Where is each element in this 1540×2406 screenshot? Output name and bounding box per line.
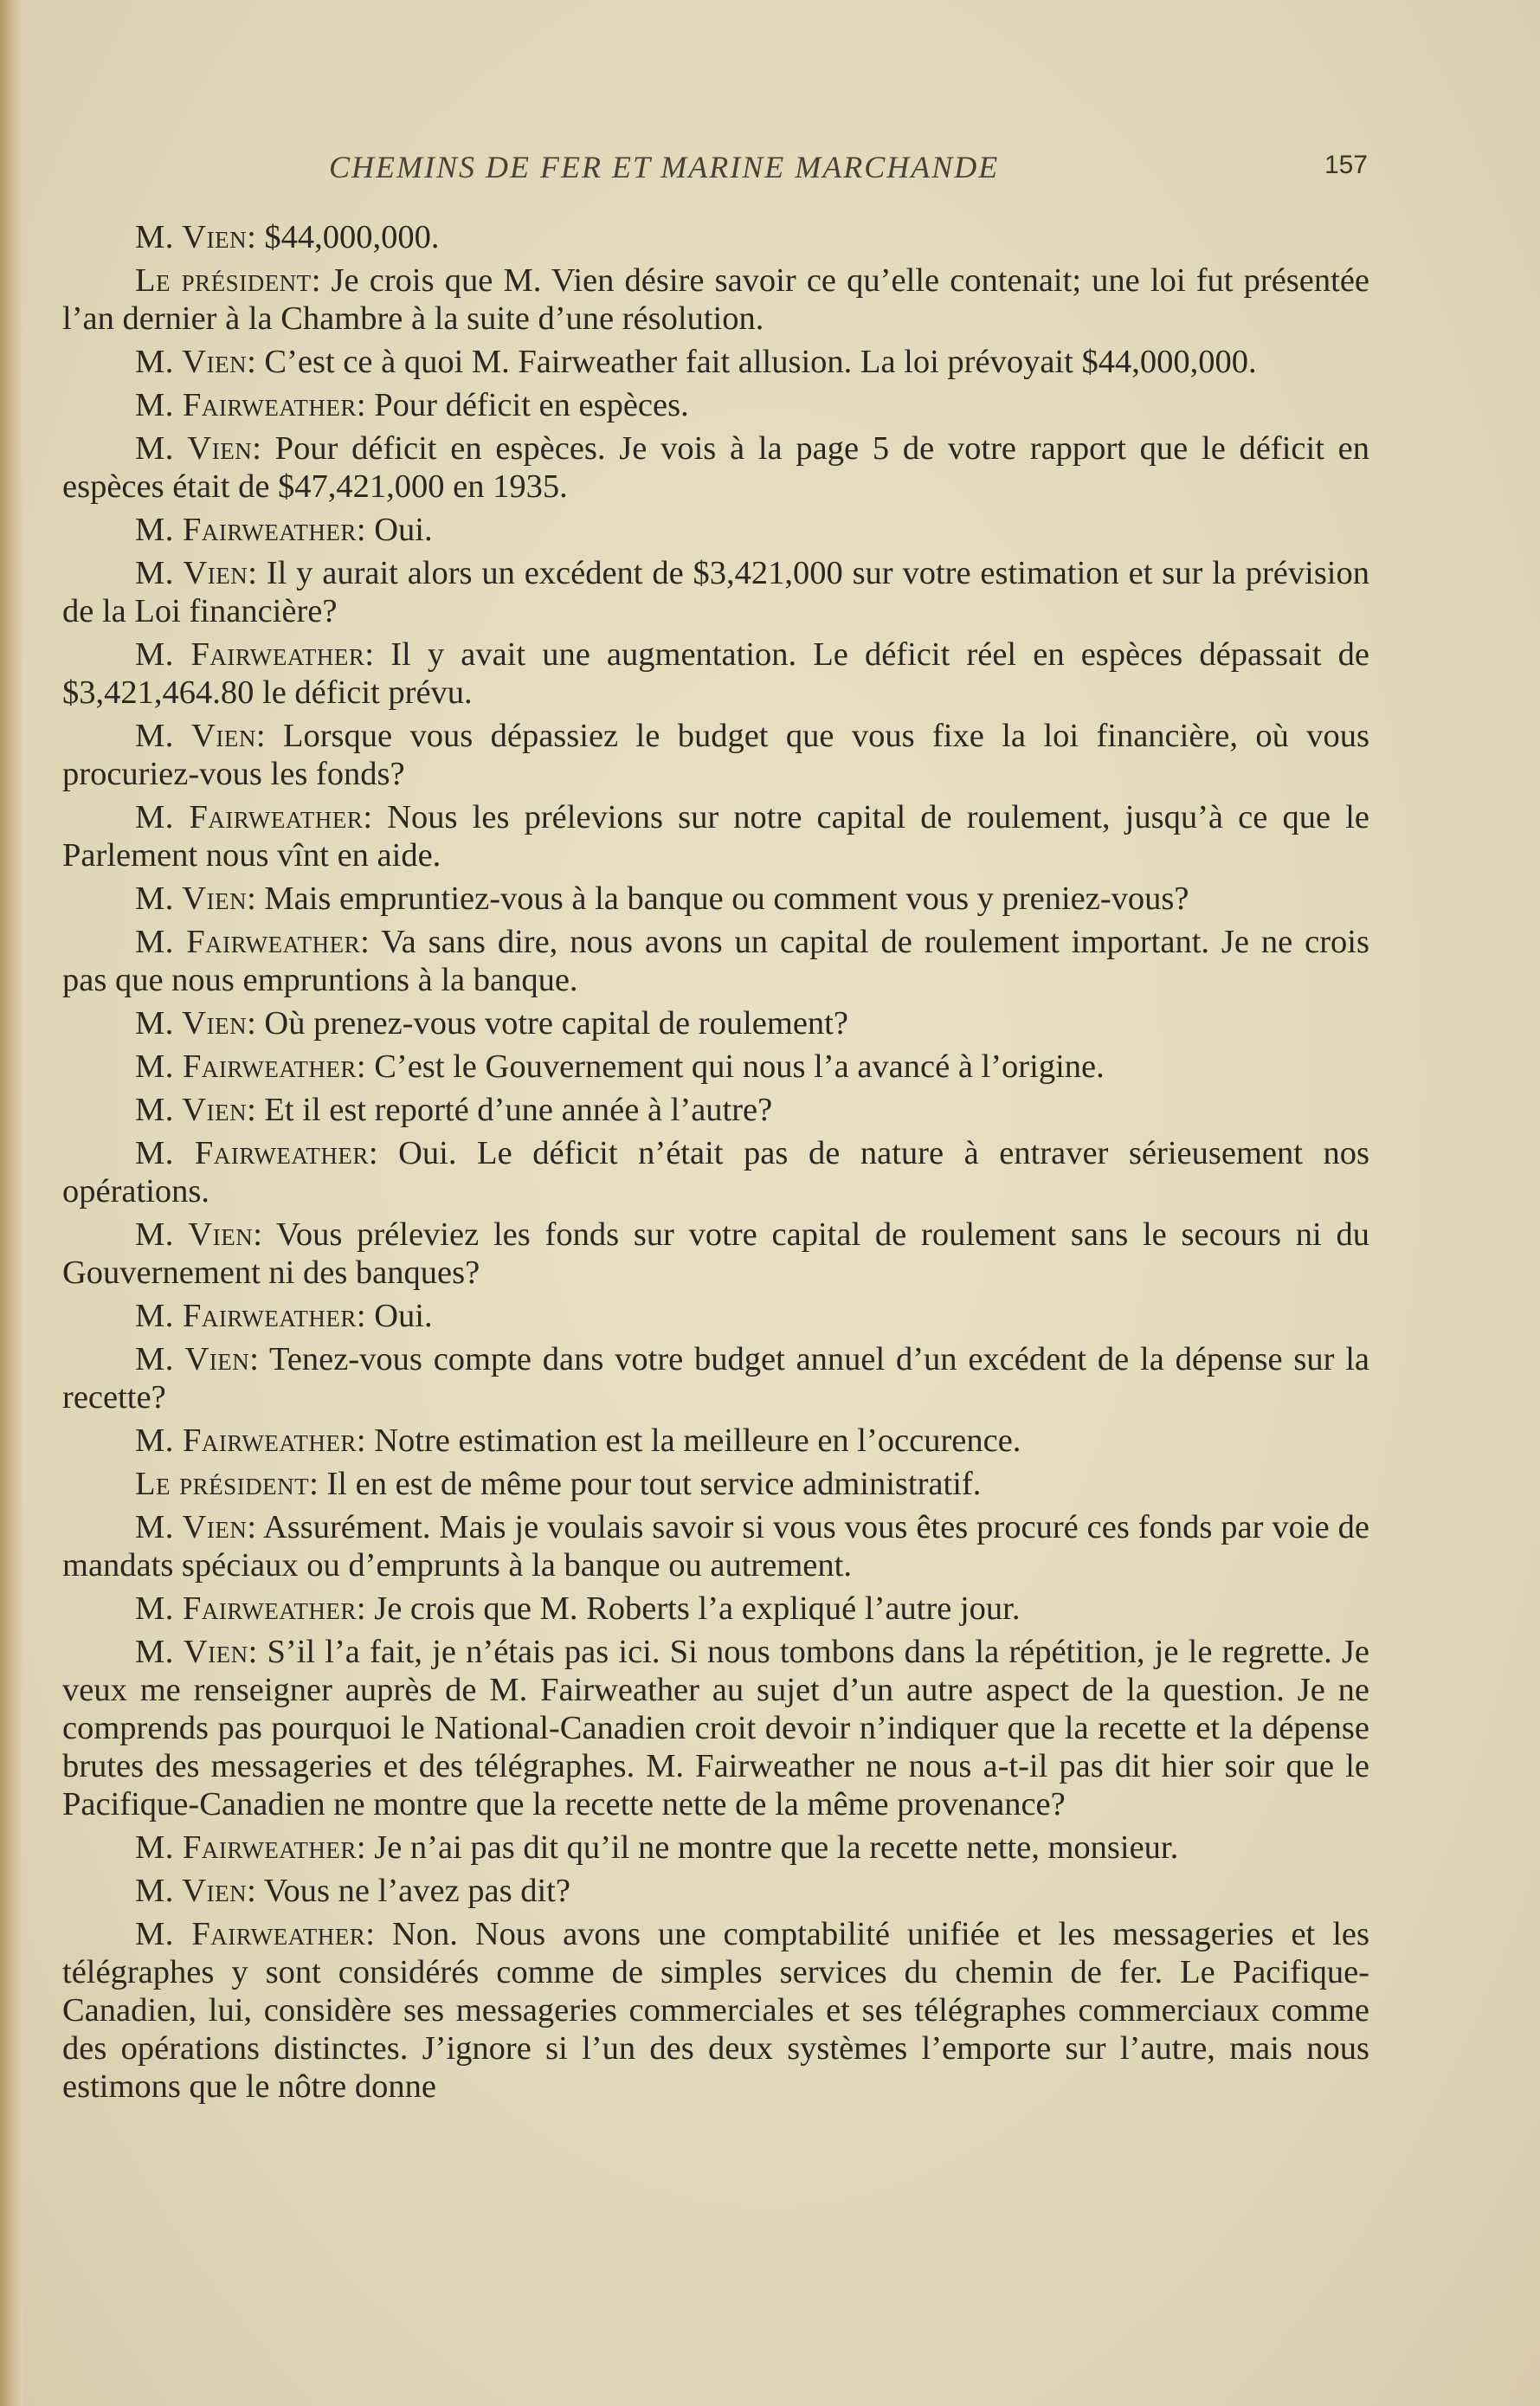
dialogue-paragraph: M. Vien: Et il est reporté d’une année à l’autre? [135,1092,773,1128]
utterance-text: Il en est de même pour tout service administratif. [326,1466,982,1502]
page-header [130,149,1368,192]
utterance-text: Oui. Le déficit n’était pas de nature à entraver sérieusement nos opérations. [62,1135,1369,1209]
speaker-name: M. Fairweather [135,1916,366,1952]
speaker-name: M. Vien [135,1216,254,1253]
speaker-name: M. Fairweather [135,512,357,548]
speaker-name: M. Fairweather [135,636,365,673]
dialogue-paragraph: M. Fairweather: Oui. [135,1298,433,1334]
speaker-name: M. Vien [135,344,248,380]
dialogue-paragraph: M. Vien: S’il l’a fait, je n’étais pas ici. Si nous tombons dans la répétition, je le regrette. Je veux me renseigner auprès de M. Fairweather au sujet d’un autre aspect de la question. Je ne comprends pas pourquoi le National-Canadien croit devoir n’indiquer que la recette et la dépense brutes des messageries et des télégraphes. M. Fairweather ne nous a-t-il pas dit hier soir que le Pacifique-Canadien ne montre que la recette nette de la même provenance? [62,1634,1369,1822]
dialogue-paragraph: M. Fairweather: Oui. [135,512,433,548]
page-binding-edge [0,0,23,2406]
dialogue-paragraph: M. Fairweather: C’est le Gouvernement qui nous l’a avancé à l’origine. [135,1048,1105,1085]
speaker-name: M. Fairweather [135,1298,357,1334]
utterance-text: Assurément. Mais je voulais savoir si vous vous êtes procuré ces fonds par voie de mandats spéciaux ou d’emprunts à la banque ou autrement. [62,1509,1369,1584]
speaker-name: M. Vien [135,1005,248,1042]
utterance-text: Non. Nous avons une comptabilité unifiée et les messageries et les télégraphes y sont considérés comme de simples services du chemin de fer. Le Pacifique-Canadien, lui, considère ses messageries commerciales et ses télégraphes commerciaux comme des opérations distinctes. J’ignore si l’un des deux systèmes l’emporte sur l’autre, mais nous estimons que le nôtre donne [62,1916,1369,2105]
dialogue-paragraph: M. Vien: Assurément. Mais je voulais savoir si vous vous êtes procuré ces fonds par voie de mandats spéciaux ou d’emprunts à la banque ou autrement. [62,1509,1369,1584]
speaker-name: M. Vien [135,1092,248,1128]
utterance-text: Notre estimation est la meilleure en l’occurence. [374,1422,1021,1459]
utterance-text: Il y aurait alors un excédent de $3,421,000 sur votre estimation et sur la prévision de la Loi financière? [62,555,1369,629]
utterance-text: Mais empruntiez-vous à la banque ou comment vous y preniez-vous? [264,880,1189,917]
utterance-text: Lorsque vous dépassiez le budget que vous fixe la loi financière, où vous procuriez-vous les fonds? [62,718,1369,792]
dialogue-paragraph: M. Vien: Tenez-vous compte dans votre budget annuel d’un excédent de la dépense sur la recette? [62,1341,1369,1416]
dialogue-paragraph: M. Vien: Vous ne l’avez pas dit? [135,1873,570,1909]
dialogue-paragraph: M. Vien: Mais empruntiez-vous à la banque ou comment vous y preniez-vous? [135,880,1189,917]
dialogue-paragraph: Le président: Il en est de même pour tout service administratif. [135,1466,982,1502]
speaker-name: M. Vien [135,1873,248,1909]
utterance-text: Je crois que M. Roberts l’a expliqué l’autre jour. [374,1590,1021,1627]
page-number: 157 [1324,151,1368,179]
speaker-name: Le président [135,1466,310,1502]
dialogue-paragraph: M. Fairweather: Va sans dire, nous avons un capital de roulement important. Je ne crois pas que nous empruntions à la banque. [62,924,1369,998]
speaker-name: M. Vien [135,1341,250,1377]
dialogue-paragraph: M. Vien: Il y aurait alors un excédent de $3,421,000 sur votre estimation et sur la prévision de la Loi financière? [62,555,1369,629]
speaker-name: Le président [135,262,312,299]
dialogue-paragraph: M. Fairweather: Oui. Le déficit n’était pas de nature à entraver sérieusement nos opérations. [62,1135,1369,1209]
utterance-text: Pour déficit en espèces. [374,387,689,423]
utterance-text: Où prenez-vous votre capital de roulement? [264,1005,848,1042]
speaker-name: M. Fairweather [135,924,361,960]
utterance-text: Va sans dire, nous avons un capital de roulement important. Je ne crois pas que nous empruntions à la banque. [62,924,1369,998]
dialogue-paragraph: Le président: Je crois que M. Vien désire savoir ce qu’elle contenait; une loi fut présentée l’an dernier à la Chambre à la suite d’une résolution. [62,262,1369,337]
speaker-name: M. Vien [135,555,248,591]
utterance-text: Oui. [374,1298,433,1334]
utterance-text: C’est le Gouvernement qui nous l’a avancé à l’origine. [374,1048,1105,1085]
dialogue-paragraph: M. Fairweather: Nous les prélevions sur notre capital de roulement, jusqu’à ce que le Parlement nous vînt en aide. [62,799,1369,874]
dialogue-paragraph: M. Vien: Vous préleviez les fonds sur votre capital de roulement sans le secours ni du Gouvernement ni des banques? [62,1216,1369,1291]
utterance-text: C’est ce à quoi M. Fairweather fait allusion. La loi prévoyait $44,000,000. [264,344,1257,380]
dialogue-paragraph: M. Vien: C’est ce à quoi M. Fairweather fait allusion. La loi prévoyait $44,000,000. [135,344,1257,380]
utterance-text: Je n’ai pas dit qu’il ne montre que la recette nette, monsieur. [374,1829,1179,1866]
speaker-name: M. Vien [135,880,248,917]
dialogue-paragraph: M. Fairweather: Pour déficit en espèces. [135,387,689,423]
utterance-text: Il y avait une augmentation. Le déficit réel en espèces dépassait de $3,421,464.80 le déficit prévu. [62,636,1369,711]
speaker-name: M. Fairweather [135,1590,357,1627]
speaker-name: M. Fairweather [135,1135,369,1171]
dialogue-paragraph: M. Vien: $44,000,000. [135,219,440,255]
utterance-text: Nous les prélevions sur notre capital de roulement, jusqu’à ce que le Parlement nous vînt en aide. [62,799,1369,874]
speaker-name: M. Vien [135,718,256,754]
speaker-name: M. Fairweather [135,1048,357,1085]
utterance-text: Et il est reporté d’une année à l’autre? [264,1092,773,1128]
dialogue-paragraph: M. Vien: Où prenez-vous votre capital de roulement? [135,1005,848,1042]
speaker-name: M. Vien [135,1509,248,1545]
utterance-text: S’il l’a fait, je n’étais pas ici. Si nous tombons dans la répétition, je le regrette. Je veux me renseigner auprès de M. Fairweather au sujet d’un autre aspect de la question. Je ne comprends pas pourquoi le National-Canadien croit devoir n’indiquer que la recette et la dépense brutes des messageries et des télégraphes. M. Fairweather ne nous a-t-il pas dit hier soir que le Pacifique-Canadien ne montre que la recette nette de la même provenance? [62,1634,1369,1822]
speaker-name: M. Vien [135,219,248,255]
utterance-text: Oui. [374,512,433,548]
utterance-text: $44,000,000. [264,219,440,255]
utterance-text: Vous préleviez les fonds sur votre capital de roulement sans le secours ni du Gouvernement ni des banques? [62,1216,1369,1291]
speaker-name: M. Vien [135,1634,248,1670]
dialogue-paragraph: M. Fairweather: Je n’ai pas dit qu’il ne montre que la recette nette, monsieur. [135,1829,1179,1866]
speaker-name: M. Fairweather [135,1829,357,1866]
transcript-body [62,218,1369,2111]
dialogue-paragraph: M. Fairweather: Notre estimation est la meilleure en l’occurence. [135,1422,1021,1459]
dialogue-paragraph: M. Fairweather: Je crois que M. Roberts l’a expliqué l’autre jour. [135,1590,1021,1627]
dialogue-paragraph: M. Fairweather: Non. Nous avons une comptabilité unifiée et les messageries et les télégraphes y sont considérés comme de simples services du chemin de fer. Le Pacifique-Canadien, lui, considère ses messageries commerciales et ses télégraphes commerciaux comme des opérations distinctes. J’ignore si l’un des deux systèmes l’emporte sur l’autre, mais nous estimons que le nôtre donne [62,1916,1369,2105]
dialogue-paragraph: M. Fairweather: Il y avait une augmentation. Le déficit réel en espèces dépassait de $3,421,464.80 le déficit prévu. [62,636,1369,711]
running-title: CHEMINS DE FER ET MARINE MARCHANDE [329,150,1000,184]
utterance-text: Tenez-vous compte dans votre budget annuel d’un excédent de la dépense sur la recette? [62,1341,1369,1416]
utterance-text: Vous ne l’avez pas dit? [263,1873,570,1909]
speaker-name: M. Vien [135,430,253,467]
utterance-text: Je crois que M. Vien désire savoir ce qu’elle contenait; une loi fut présentée l’an dernier à la Chambre à la suite d’une résolution. [62,262,1369,337]
utterance-text: Pour déficit en espèces. Je vois à la page 5 de votre rapport que le déficit en espèces était de $47,421,000 en 1935. [62,430,1369,505]
speaker-name: M. Fairweather [135,1422,357,1459]
speaker-name: M. Fairweather [135,387,357,423]
dialogue-paragraph: M. Vien: Lorsque vous dépassiez le budget que vous fixe la loi financière, où vous procuriez-vous les fonds? [62,718,1369,792]
dialogue-paragraph: M. Vien: Pour déficit en espèces. Je vois à la page 5 de votre rapport que le déficit en espèces était de $47,421,000 en 1935. [62,430,1369,505]
speaker-name: M. Fairweather [135,799,364,835]
